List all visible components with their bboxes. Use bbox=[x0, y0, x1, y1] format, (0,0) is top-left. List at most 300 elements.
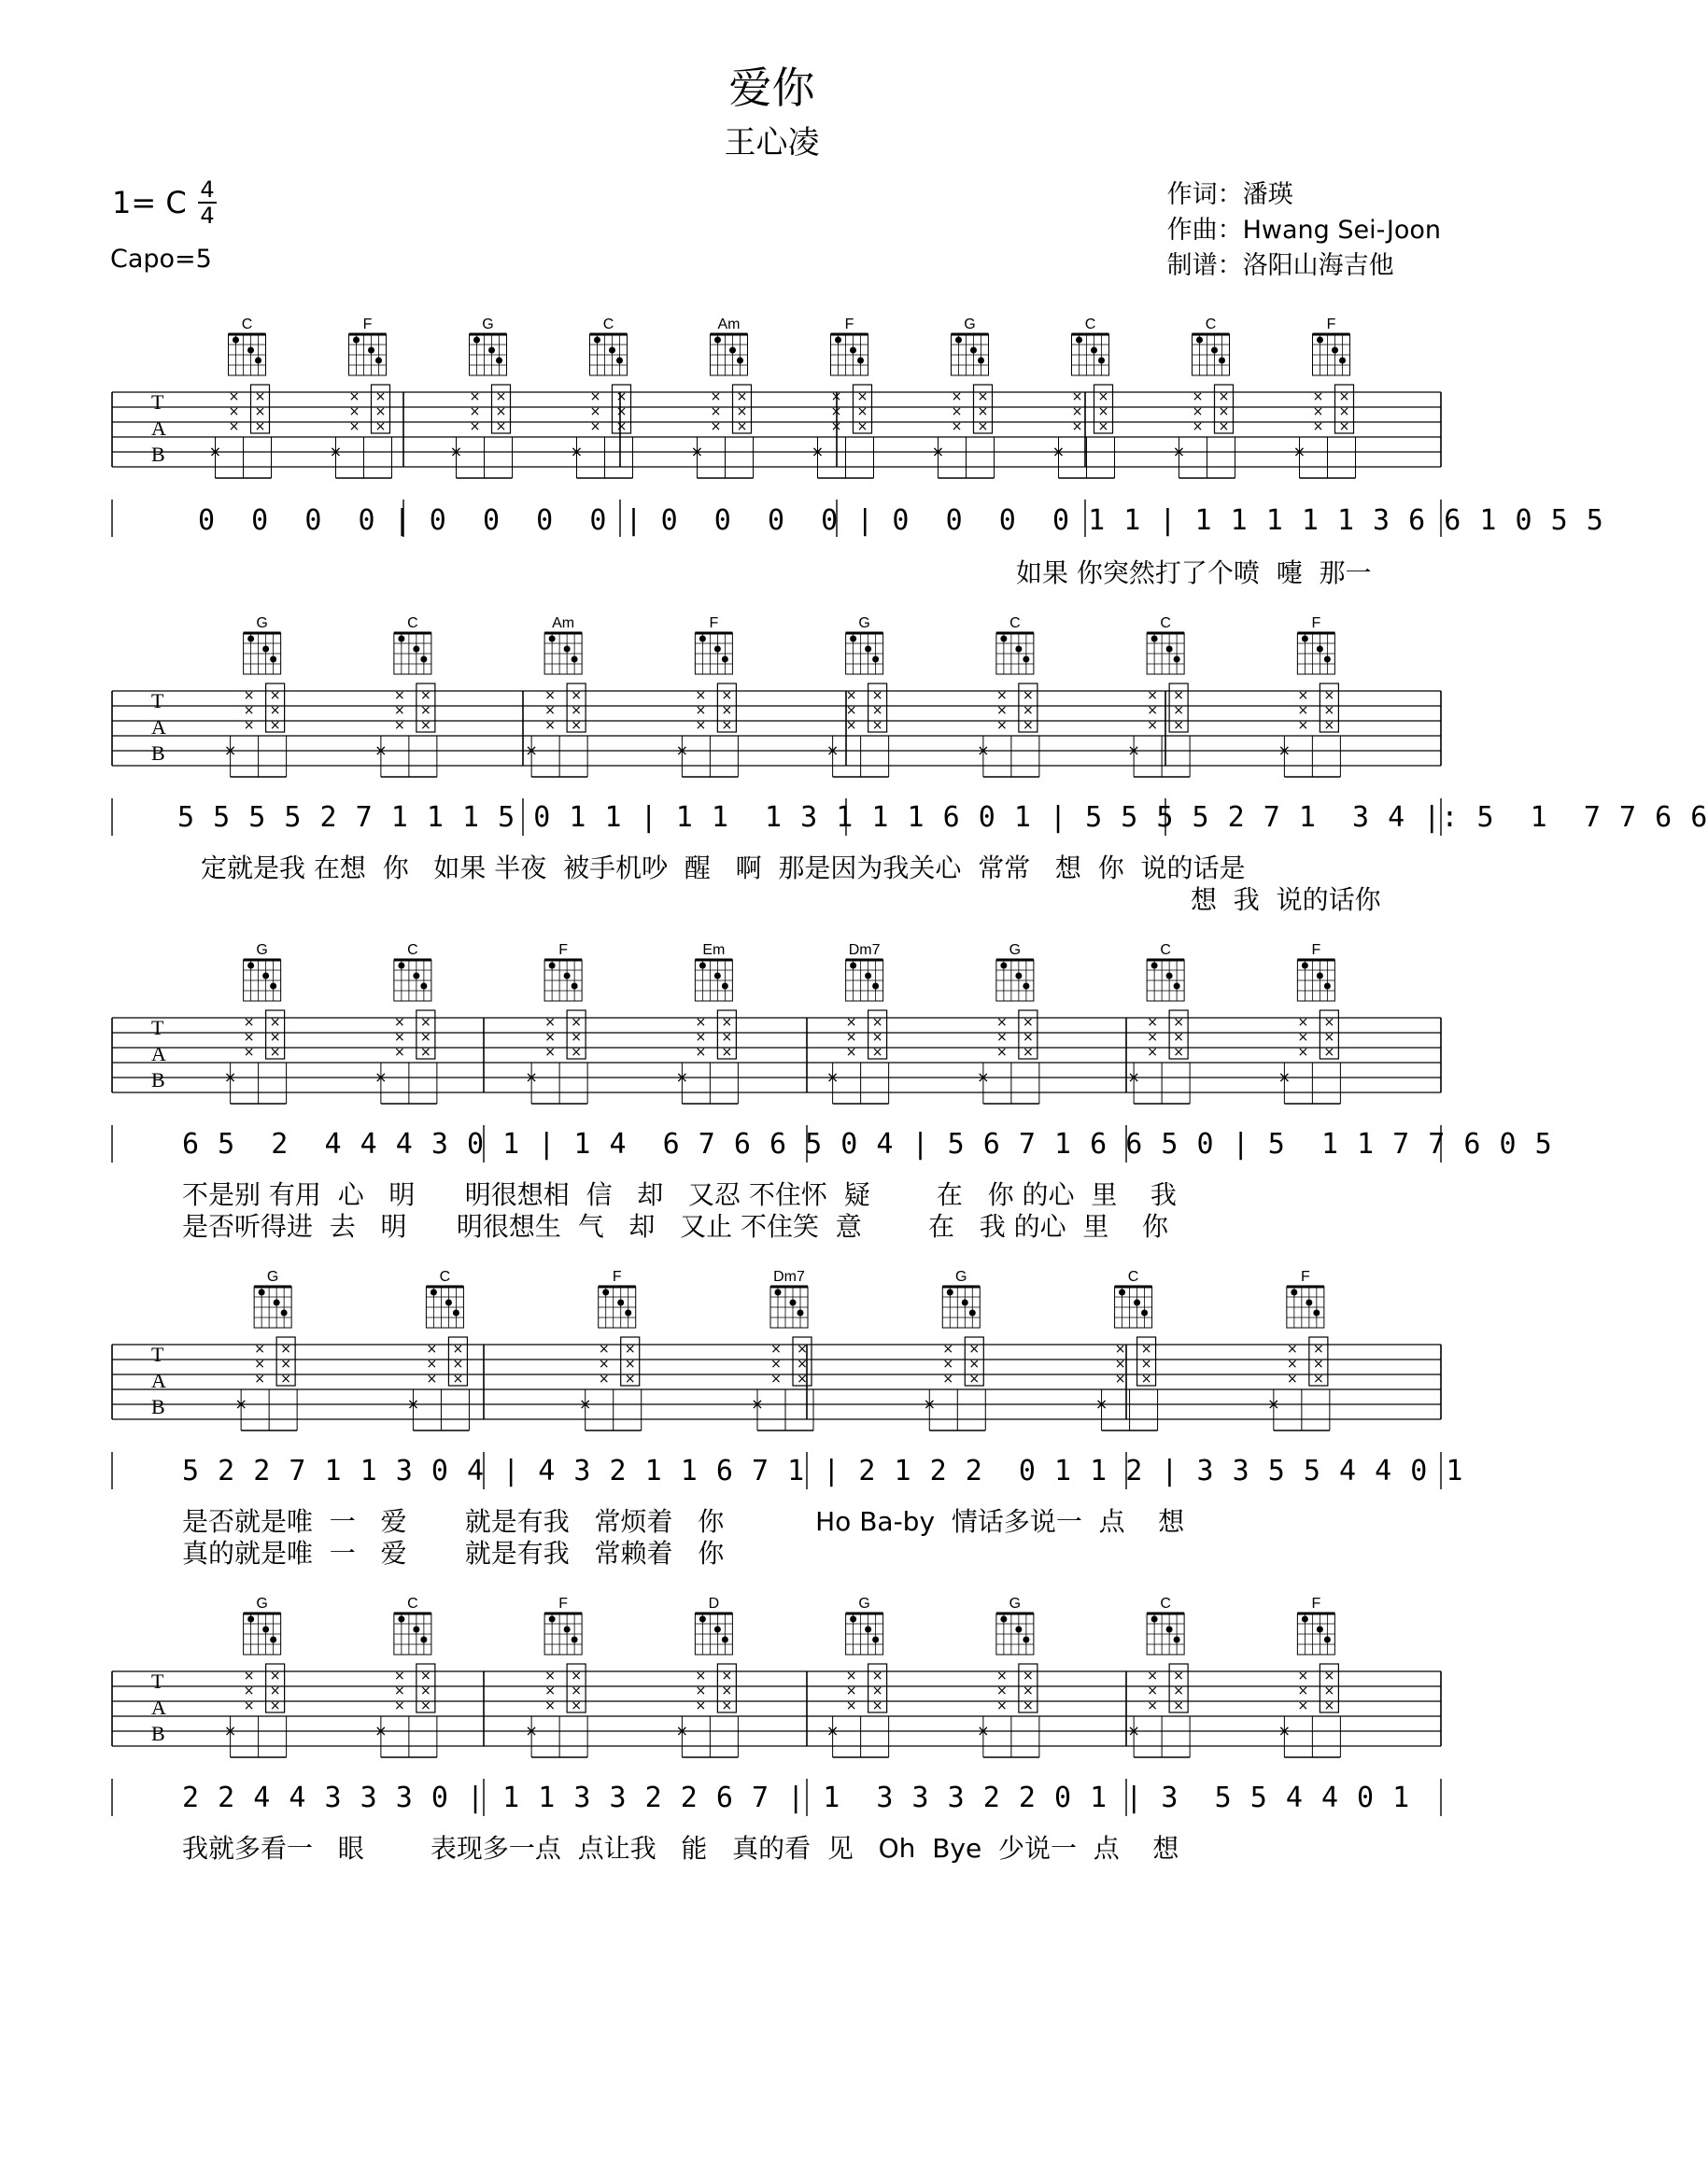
tab-letter: A bbox=[151, 1042, 166, 1065]
strum-x: × bbox=[942, 1342, 954, 1357]
chord-dot bbox=[549, 963, 556, 969]
chord-dot bbox=[1219, 358, 1225, 364]
chord-name: C bbox=[407, 615, 418, 631]
chord-dot bbox=[233, 337, 239, 344]
strum-x: × bbox=[1286, 1357, 1298, 1372]
strum-x: × bbox=[845, 1030, 857, 1045]
chord-name: G bbox=[482, 317, 494, 332]
chord-name: C bbox=[1127, 1269, 1139, 1285]
chord-dot bbox=[1023, 983, 1029, 990]
chord-diagram bbox=[770, 1269, 808, 1328]
chord-dot bbox=[1291, 1289, 1297, 1296]
strum-x: × bbox=[1297, 1684, 1309, 1698]
bass-x: × bbox=[1127, 1068, 1140, 1086]
bass-x: × bbox=[977, 1068, 990, 1086]
strum-box-x: × bbox=[1338, 404, 1350, 419]
chord-dot bbox=[572, 1637, 578, 1643]
chord-dot bbox=[947, 1289, 953, 1296]
chord-dot bbox=[1196, 337, 1203, 344]
chord-name: C bbox=[241, 317, 253, 332]
chord-diagram bbox=[1147, 615, 1184, 674]
strum-x: × bbox=[1312, 419, 1324, 434]
strum-box-x: × bbox=[1140, 1342, 1152, 1357]
strum-x: × bbox=[710, 419, 722, 434]
chord-dot bbox=[270, 983, 276, 990]
strum-x: × bbox=[770, 1372, 782, 1387]
strum-x: × bbox=[996, 1669, 1008, 1684]
chord-name: C bbox=[1160, 615, 1171, 631]
tab-letter: A bbox=[151, 416, 166, 440]
strum-x: × bbox=[1286, 1342, 1298, 1357]
strum-x: × bbox=[598, 1372, 610, 1387]
chord-dot bbox=[722, 656, 728, 663]
chord-dot bbox=[857, 358, 864, 364]
strum-x: × bbox=[598, 1342, 610, 1357]
chord-dot bbox=[850, 636, 856, 642]
strum-box-x: × bbox=[1323, 1684, 1335, 1698]
chord-dot bbox=[714, 1627, 721, 1633]
chord-name: C bbox=[1160, 942, 1171, 958]
strum-x: × bbox=[996, 703, 1008, 718]
strum-x: × bbox=[1071, 404, 1083, 419]
bass-x: × bbox=[826, 741, 840, 759]
strum-x: × bbox=[695, 1698, 707, 1713]
strum-box-x: × bbox=[571, 1684, 582, 1698]
chord-diagram bbox=[846, 942, 883, 1001]
lyrics-2b: 想 我 说的话你 bbox=[1191, 884, 1381, 915]
chord-dot bbox=[1023, 1637, 1029, 1643]
chord-dot bbox=[549, 1616, 556, 1623]
strum-x: × bbox=[394, 703, 405, 718]
lyrics-3a: 不是别 有用 心 明 明很想相 信 却 又忍 不住怀 疑 在 你 的心 里 我 bbox=[182, 1179, 1177, 1210]
chord-name: C bbox=[407, 942, 418, 958]
chord-dot bbox=[865, 973, 871, 979]
tab-letter: B bbox=[151, 1068, 165, 1092]
chord-diagram bbox=[1115, 1269, 1152, 1328]
strum-x: × bbox=[830, 404, 842, 419]
chord-dot bbox=[398, 636, 404, 642]
strum-box-x: × bbox=[1218, 404, 1230, 419]
chord-dot bbox=[1174, 656, 1180, 663]
bass-x: × bbox=[977, 1722, 990, 1740]
strum-box-x: × bbox=[1323, 1030, 1335, 1045]
strum-x: × bbox=[1114, 1372, 1126, 1387]
tab-letter: A bbox=[151, 1696, 166, 1719]
strum-x: × bbox=[1147, 1030, 1158, 1045]
lyrics-1a: 如果 你突然打了个喷 嚏 那一 bbox=[1016, 557, 1372, 588]
chord-dot bbox=[1151, 963, 1158, 969]
strum-x: × bbox=[544, 1669, 556, 1684]
strum-box-x: × bbox=[420, 1684, 431, 1698]
chord-dot bbox=[714, 337, 721, 344]
chord-dot bbox=[872, 983, 879, 990]
strum-box-x: × bbox=[856, 389, 868, 404]
strum-box-x: × bbox=[280, 1372, 292, 1387]
tab-letter: A bbox=[151, 715, 166, 739]
chord-name: G bbox=[266, 1269, 279, 1285]
jianpu-line-5: 2 2 4 4 3 3 3 0 | 1 1 3 3 2 2 6 7 | 1 3 3 3 2 2 0 1 | 3 5 5 4 4 0 1 bbox=[182, 1782, 1411, 1814]
strum-x: × bbox=[1071, 419, 1083, 434]
strum-box-x: × bbox=[1338, 389, 1350, 404]
strum-box-x: × bbox=[1140, 1372, 1152, 1387]
bass-x: × bbox=[1052, 443, 1066, 460]
chord-dot bbox=[1166, 646, 1173, 653]
strum-box-x: × bbox=[374, 389, 387, 404]
strum-box-x: × bbox=[452, 1342, 464, 1357]
strum-x: × bbox=[1147, 1669, 1158, 1684]
bass-x: × bbox=[1292, 443, 1306, 460]
strum-box-x: × bbox=[1323, 718, 1335, 733]
strum-x: × bbox=[1297, 1045, 1309, 1060]
chord-dot bbox=[1166, 1627, 1173, 1633]
chord-diagram bbox=[846, 1596, 883, 1655]
tab-staff-1 bbox=[0, 308, 1544, 588]
strum-box-x: × bbox=[374, 404, 387, 419]
strum-box-x: × bbox=[452, 1357, 464, 1372]
chord-dot bbox=[247, 347, 254, 354]
chord-dot bbox=[1302, 1616, 1308, 1623]
strum-box-x: × bbox=[571, 1015, 582, 1030]
bass-x: × bbox=[690, 443, 704, 460]
chord-diagram bbox=[1297, 1596, 1334, 1655]
strum-box-x: × bbox=[269, 703, 281, 718]
chord-dot bbox=[1119, 1289, 1125, 1296]
jianpu-line-2: 5 5 5 5 2 7 1 1 1 5 0 1 1 | 1 1 1 3 1 1 1 6 0 1 | 5 5 5 5 2 7 1 3 4 |: 5 1 7 7 6 6 bbox=[177, 801, 1708, 834]
bass-x: × bbox=[977, 741, 990, 759]
chord-dot bbox=[1098, 358, 1105, 364]
strum-x: × bbox=[228, 389, 240, 404]
strum-box-x: × bbox=[721, 703, 733, 718]
strum-x: × bbox=[394, 1015, 405, 1030]
chord-dot bbox=[453, 1310, 459, 1317]
chord-diagram bbox=[1147, 942, 1184, 1001]
chord-dot bbox=[865, 646, 871, 653]
chord-dot bbox=[1174, 1637, 1180, 1643]
chord-diagram bbox=[544, 1596, 582, 1655]
strum-x: × bbox=[228, 404, 240, 419]
strum-box-x: × bbox=[1323, 1015, 1335, 1030]
strum-box-x: × bbox=[254, 404, 266, 419]
chord-dot bbox=[1324, 983, 1331, 990]
bass-x: × bbox=[675, 741, 689, 759]
system-2 bbox=[0, 607, 1708, 924]
chord-dot bbox=[722, 983, 728, 990]
strum-x: × bbox=[951, 404, 963, 419]
bass-x: × bbox=[811, 443, 825, 460]
strum-x: × bbox=[1312, 389, 1324, 404]
credits bbox=[1167, 177, 1441, 284]
chord-dot bbox=[572, 983, 578, 990]
strum-box-x: × bbox=[721, 1684, 733, 1698]
strum-box-x: × bbox=[1323, 703, 1335, 718]
chord-dot bbox=[616, 358, 623, 364]
chord-name: C bbox=[407, 1596, 418, 1612]
strum-x: × bbox=[695, 718, 707, 733]
bass-x: × bbox=[374, 1722, 388, 1740]
strum-box-x: × bbox=[736, 389, 748, 404]
chord-diagram bbox=[711, 317, 748, 375]
tab-letter: B bbox=[151, 443, 165, 466]
strum-x: × bbox=[544, 1015, 556, 1030]
chord-dot bbox=[714, 646, 721, 653]
strum-box-x: × bbox=[269, 1698, 281, 1713]
chord-name: Am bbox=[552, 615, 575, 631]
chord-dot bbox=[431, 1289, 437, 1296]
chord-dot bbox=[625, 1310, 631, 1317]
strum-x: × bbox=[845, 1698, 857, 1713]
strum-x: × bbox=[1192, 419, 1204, 434]
strum-x: × bbox=[469, 389, 481, 404]
strum-box-x: × bbox=[856, 404, 868, 419]
bass-x: × bbox=[223, 1068, 237, 1086]
bass-x: × bbox=[223, 1722, 237, 1740]
jianpu-line-4: 5 2 2 7 1 1 3 0 4 | 4 3 2 1 1 6 7 1 | 2 1 2 2 0 1 1 2 | 3 3 5 5 4 4 0 1 bbox=[182, 1455, 1464, 1487]
tab-letter: T bbox=[151, 1670, 164, 1693]
strum-x: × bbox=[845, 1045, 857, 1060]
strum-box-x: × bbox=[1173, 688, 1184, 703]
strum-x: × bbox=[1114, 1342, 1126, 1357]
chord-dot bbox=[872, 1637, 879, 1643]
chord-name: C bbox=[439, 1269, 451, 1285]
strum-x: × bbox=[830, 419, 842, 434]
chord-name: F bbox=[1326, 317, 1336, 332]
strum-box-x: × bbox=[1338, 419, 1350, 434]
chord-diagram bbox=[394, 1596, 431, 1655]
bass-x: × bbox=[374, 1068, 388, 1086]
chord-dot bbox=[775, 1289, 782, 1296]
strum-x: × bbox=[951, 389, 963, 404]
chord-diagram bbox=[229, 317, 266, 375]
bass-x: × bbox=[525, 1068, 538, 1086]
strum-box-x: × bbox=[977, 389, 989, 404]
chord-dot bbox=[1302, 636, 1308, 642]
time-bottom: 4 bbox=[198, 202, 217, 228]
chord-dot bbox=[1317, 337, 1323, 344]
strum-box-x: × bbox=[1173, 1030, 1184, 1045]
strum-x: × bbox=[830, 389, 842, 404]
strum-box-x: × bbox=[1173, 1669, 1184, 1684]
strum-x: × bbox=[589, 404, 601, 419]
strum-x: × bbox=[1297, 703, 1309, 718]
strum-x: × bbox=[1147, 703, 1158, 718]
strum-x: × bbox=[394, 1684, 405, 1698]
chord-name: G bbox=[858, 1596, 870, 1612]
chord-name: D bbox=[708, 1596, 720, 1612]
strum-x: × bbox=[695, 1045, 707, 1060]
chord-dot bbox=[1015, 1627, 1022, 1633]
strum-x: × bbox=[243, 688, 255, 703]
tab-letter: B bbox=[151, 1722, 165, 1745]
chord-name: C bbox=[1084, 317, 1096, 332]
strum-box-x: × bbox=[269, 1045, 281, 1060]
jianpu-line-1: 0 0 0 0 | 0 0 0 0 | 0 0 0 0 | 0 0 0 0 1 1 | 1 1 1 1 1 3 6 6 1 0 5 5 bbox=[198, 504, 1604, 537]
chord-dot bbox=[368, 347, 374, 354]
strum-box-x: × bbox=[374, 419, 387, 434]
strum-box-x: × bbox=[797, 1372, 808, 1387]
strum-x: × bbox=[695, 1684, 707, 1698]
strum-x: × bbox=[598, 1357, 610, 1372]
strum-x: × bbox=[589, 389, 601, 404]
strum-box-x: × bbox=[1023, 1698, 1034, 1713]
strum-x: × bbox=[996, 688, 1008, 703]
chord-name: G bbox=[1009, 1596, 1022, 1612]
bass-x: × bbox=[1094, 1395, 1108, 1413]
chord-diagram bbox=[1193, 317, 1230, 375]
strum-x: × bbox=[951, 419, 963, 434]
strum-box-x: × bbox=[1097, 404, 1109, 419]
chord-diagram bbox=[1147, 1596, 1184, 1655]
strum-x: × bbox=[254, 1372, 266, 1387]
strum-x: × bbox=[1297, 688, 1309, 703]
strum-box-x: × bbox=[1023, 718, 1034, 733]
chord-name: F bbox=[558, 942, 569, 958]
chord-name: F bbox=[1311, 1596, 1321, 1612]
chord-dot bbox=[281, 1310, 288, 1317]
strum-box-x: × bbox=[1173, 1698, 1184, 1713]
strum-x: × bbox=[1192, 389, 1204, 404]
chord-dot bbox=[255, 358, 261, 364]
strum-box-x: × bbox=[420, 688, 431, 703]
chord-name: G bbox=[1009, 942, 1022, 958]
strum-box-x: × bbox=[871, 1045, 883, 1060]
system-1 bbox=[0, 308, 1604, 588]
chord-diagram bbox=[426, 1269, 463, 1328]
strum-x: × bbox=[942, 1357, 954, 1372]
strum-box-x: × bbox=[280, 1342, 292, 1357]
strum-box-x: × bbox=[571, 1698, 582, 1713]
bass-x: × bbox=[406, 1395, 420, 1413]
chord-dot bbox=[572, 656, 578, 663]
strum-x: × bbox=[243, 1669, 255, 1684]
chord-dot bbox=[1324, 656, 1331, 663]
chord-dot bbox=[594, 337, 600, 344]
strum-box-x: × bbox=[1323, 1045, 1335, 1060]
chord-dot bbox=[1076, 337, 1082, 344]
chord-dot bbox=[564, 646, 571, 653]
strum-box-x: × bbox=[1023, 1684, 1034, 1698]
chord-diagram bbox=[1313, 317, 1350, 375]
strum-box-x: × bbox=[721, 718, 733, 733]
strum-x: × bbox=[996, 718, 1008, 733]
chord-dot bbox=[1023, 656, 1029, 663]
chord-dot bbox=[247, 636, 254, 642]
chord-diagram bbox=[996, 942, 1034, 1001]
strum-x: × bbox=[695, 688, 707, 703]
strum-box-x: × bbox=[1312, 1372, 1324, 1387]
chord-name: F bbox=[1300, 1269, 1310, 1285]
chord-diagram bbox=[1297, 615, 1334, 674]
strum-x: × bbox=[394, 718, 405, 733]
chord-dot bbox=[445, 1300, 452, 1306]
capo: Capo=5 bbox=[110, 245, 212, 274]
strum-box-x: × bbox=[420, 703, 431, 718]
system-5 bbox=[0, 1587, 1544, 1886]
chord-dot bbox=[962, 1300, 968, 1306]
chord-dot bbox=[969, 1310, 976, 1317]
key-signature: 1= C bbox=[112, 185, 187, 220]
strum-x: × bbox=[348, 404, 360, 419]
strum-box-x: × bbox=[269, 1015, 281, 1030]
bass-x: × bbox=[1127, 1722, 1140, 1740]
strum-x: × bbox=[1297, 1669, 1309, 1684]
strum-box-x: × bbox=[495, 389, 507, 404]
strum-x: × bbox=[243, 1698, 255, 1713]
chord-dot bbox=[488, 347, 495, 354]
strum-box-x: × bbox=[269, 1669, 281, 1684]
chord-name: F bbox=[612, 1269, 622, 1285]
strum-box-x: × bbox=[420, 1030, 431, 1045]
strum-box-x: × bbox=[615, 404, 628, 419]
strum-box-x: × bbox=[1323, 1669, 1335, 1684]
chord-dot bbox=[413, 1627, 419, 1633]
strum-x: × bbox=[394, 688, 405, 703]
strum-box-x: × bbox=[1173, 703, 1184, 718]
strum-x: × bbox=[394, 1045, 405, 1060]
chord-name: C bbox=[1160, 1596, 1171, 1612]
strum-x: × bbox=[770, 1342, 782, 1357]
chord-diagram bbox=[394, 942, 431, 1001]
strum-box-x: × bbox=[1140, 1357, 1152, 1372]
chord-name: G bbox=[256, 942, 268, 958]
strum-box-x: × bbox=[1097, 419, 1109, 434]
chord-diagram bbox=[996, 1596, 1034, 1655]
strum-x: × bbox=[1147, 1015, 1158, 1030]
bass-x: × bbox=[931, 443, 945, 460]
chord-name: G bbox=[256, 615, 268, 631]
lyricist: 作词：潘瑛 bbox=[1166, 180, 1293, 209]
chord-dot bbox=[865, 1627, 871, 1633]
strum-x: × bbox=[942, 1372, 954, 1387]
chord-name: G bbox=[955, 1269, 967, 1285]
strum-box-x: × bbox=[736, 419, 748, 434]
strum-x: × bbox=[695, 1669, 707, 1684]
strum-box-x: × bbox=[1173, 718, 1184, 733]
bass-x: × bbox=[1267, 1395, 1280, 1413]
jianpu-line-3: 6 5 2 4 4 4 3 0 1 | 1 4 6 7 6 6 5 0 4 | 5 6 7 1 6 6 5 0 | 5 1 1 7 7 6 0 5 bbox=[182, 1128, 1553, 1161]
strum-x: × bbox=[254, 1357, 266, 1372]
strum-x: × bbox=[243, 718, 255, 733]
bass-x: × bbox=[675, 1068, 689, 1086]
chord-dot bbox=[602, 1289, 609, 1296]
chord-name: Em bbox=[702, 942, 726, 958]
chord-dot bbox=[1134, 1300, 1140, 1306]
chord-name: C bbox=[602, 317, 614, 332]
chord-dot bbox=[420, 1637, 427, 1643]
chord-name: F bbox=[1311, 615, 1321, 631]
strum-box-x: × bbox=[624, 1342, 636, 1357]
bass-x: × bbox=[234, 1395, 247, 1413]
chord-dot bbox=[1151, 1616, 1158, 1623]
strum-box-x: × bbox=[280, 1357, 292, 1372]
bass-x: × bbox=[675, 1722, 689, 1740]
chord-diagram bbox=[831, 317, 868, 375]
strum-box-x: × bbox=[495, 419, 507, 434]
chord-dot bbox=[1000, 963, 1007, 969]
chord-dot bbox=[609, 347, 615, 354]
chord-diagram bbox=[1297, 942, 1334, 1001]
strum-box-x: × bbox=[1218, 419, 1230, 434]
bass-x: × bbox=[923, 1395, 936, 1413]
chord-dot bbox=[1324, 1637, 1331, 1643]
strum-x: × bbox=[544, 703, 556, 718]
arranger: 制谱：洛阳山海吉他 bbox=[1166, 251, 1394, 280]
bass-x: × bbox=[579, 1395, 592, 1413]
chord-diagram bbox=[394, 615, 431, 674]
chord-dot bbox=[850, 963, 856, 969]
chord-diagram bbox=[590, 317, 628, 375]
chord-diagram bbox=[599, 1269, 636, 1328]
strum-box-x: × bbox=[968, 1357, 981, 1372]
